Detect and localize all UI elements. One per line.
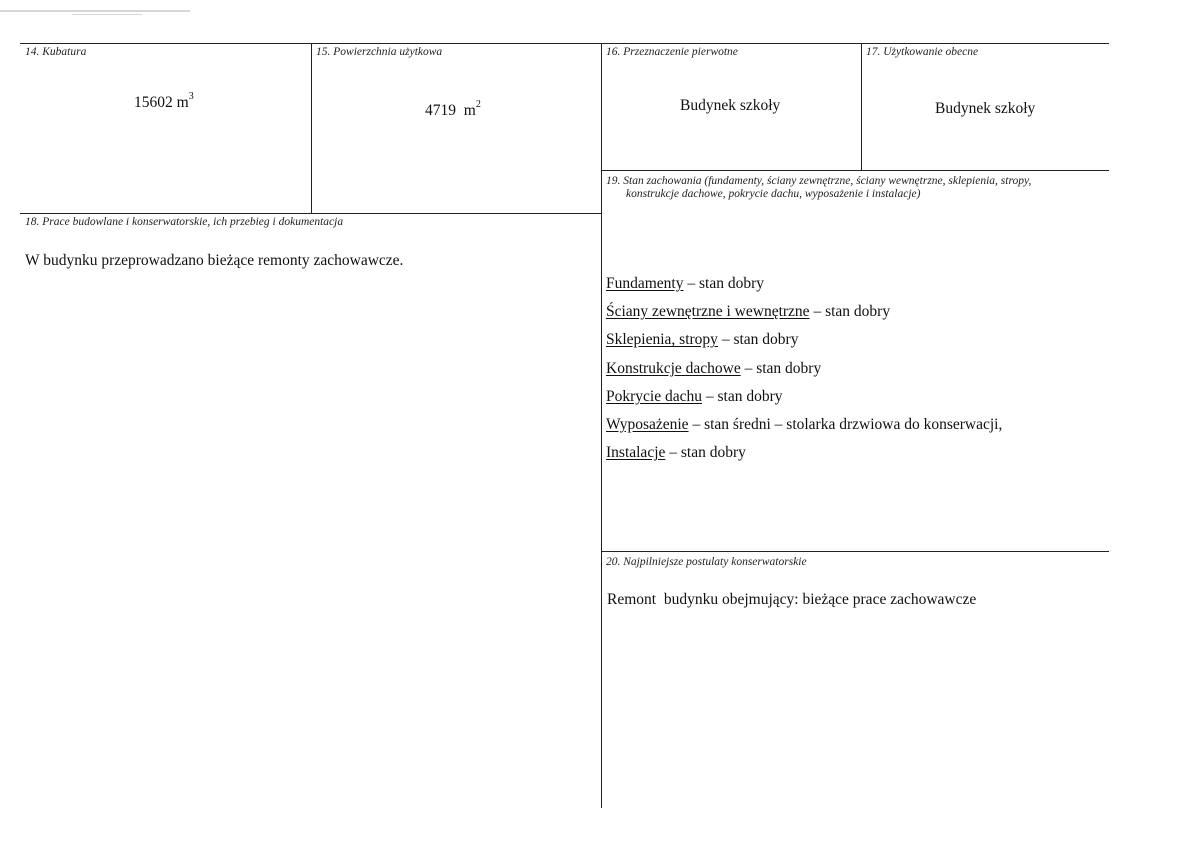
condition-key: Sklepienia, stropy (606, 331, 718, 349)
field-18-text: W budynku przeprowadzano bieżące remonty zachowawcze. (25, 252, 404, 269)
condition-item (606, 411, 1002, 439)
field-17-label: 17. Użytkowanie obecne (866, 46, 979, 58)
main-column-divider (601, 43, 602, 808)
field-19-label-line1: 19. Stan zachowania (fundamenty, ściany zewnętrzne, ściany wewnętrzne, sklepienia, stropy, (606, 175, 1032, 187)
condition-item (606, 326, 1002, 354)
condition-value: – stan dobry (809, 303, 891, 321)
row-divider-left (20, 213, 601, 214)
area-number: 4719 m (425, 102, 476, 120)
condition-item (606, 383, 1002, 411)
row-divider-right (601, 170, 1109, 171)
field-18-label: 18. Prace budowlane i konserwatorskie, ich przebieg i dokumentacja (25, 216, 344, 228)
condition-key: Fundamenty (606, 275, 684, 292)
section-20-top-line (601, 551, 1109, 552)
unit-exponent: 2 (475, 99, 481, 110)
scan-mark (72, 14, 142, 15)
condition-key: Instalacje (606, 444, 666, 462)
field-17-value: Budynek szkoły (935, 100, 1036, 117)
scan-mark (0, 10, 190, 12)
condition-item (606, 270, 1002, 298)
divider-16-17 (861, 43, 862, 170)
field-20-text: Remont budynku obejmujący: bieżące prace zachowawcze (607, 591, 977, 608)
field-19-label-line2: konstrukcje dachowe, pokrycie dachu, wyposażenie i instalacje) (626, 188, 921, 200)
condition-item (606, 355, 1002, 383)
field-14-value (134, 93, 194, 112)
field-16-label: 16. Przeznaczenie pierwotne (606, 46, 738, 58)
divider-14-15 (311, 43, 312, 213)
field-20-label: 20. Najpilniejsze postulaty konserwatorskie (606, 556, 807, 568)
top-border-line (20, 43, 1109, 44)
field-19-label (606, 175, 1031, 200)
unit-exponent: 3 (188, 91, 194, 102)
condition-value: – stan dobry (683, 275, 765, 292)
condition-value: – stan średni – stolarka drzwiowa do konserwacji, (688, 416, 1003, 434)
condition-value: – stan dobry (717, 331, 799, 349)
field-16-value: Budynek szkoły (680, 97, 781, 114)
condition-item (606, 298, 1002, 326)
condition-value: – stan dobry (665, 444, 746, 462)
cubature-number: 15602 m (134, 94, 189, 112)
condition-value: – stan dobry (740, 359, 822, 377)
field-14-label: 14. Kubatura (25, 46, 87, 58)
condition-key: Ściany zewnętrzne i wewnętrzne (606, 303, 810, 321)
field-15-value (425, 101, 481, 120)
condition-item (606, 439, 1002, 467)
condition-key: Wyposażenie (606, 416, 689, 434)
condition-key: Pokrycie dachu (606, 387, 702, 405)
condition-list (606, 270, 1002, 467)
condition-value: – stan dobry (701, 387, 783, 405)
field-15-label: 15. Powierzchnia użytkowa (316, 46, 443, 58)
condition-key: Konstrukcje dachowe (606, 359, 741, 377)
